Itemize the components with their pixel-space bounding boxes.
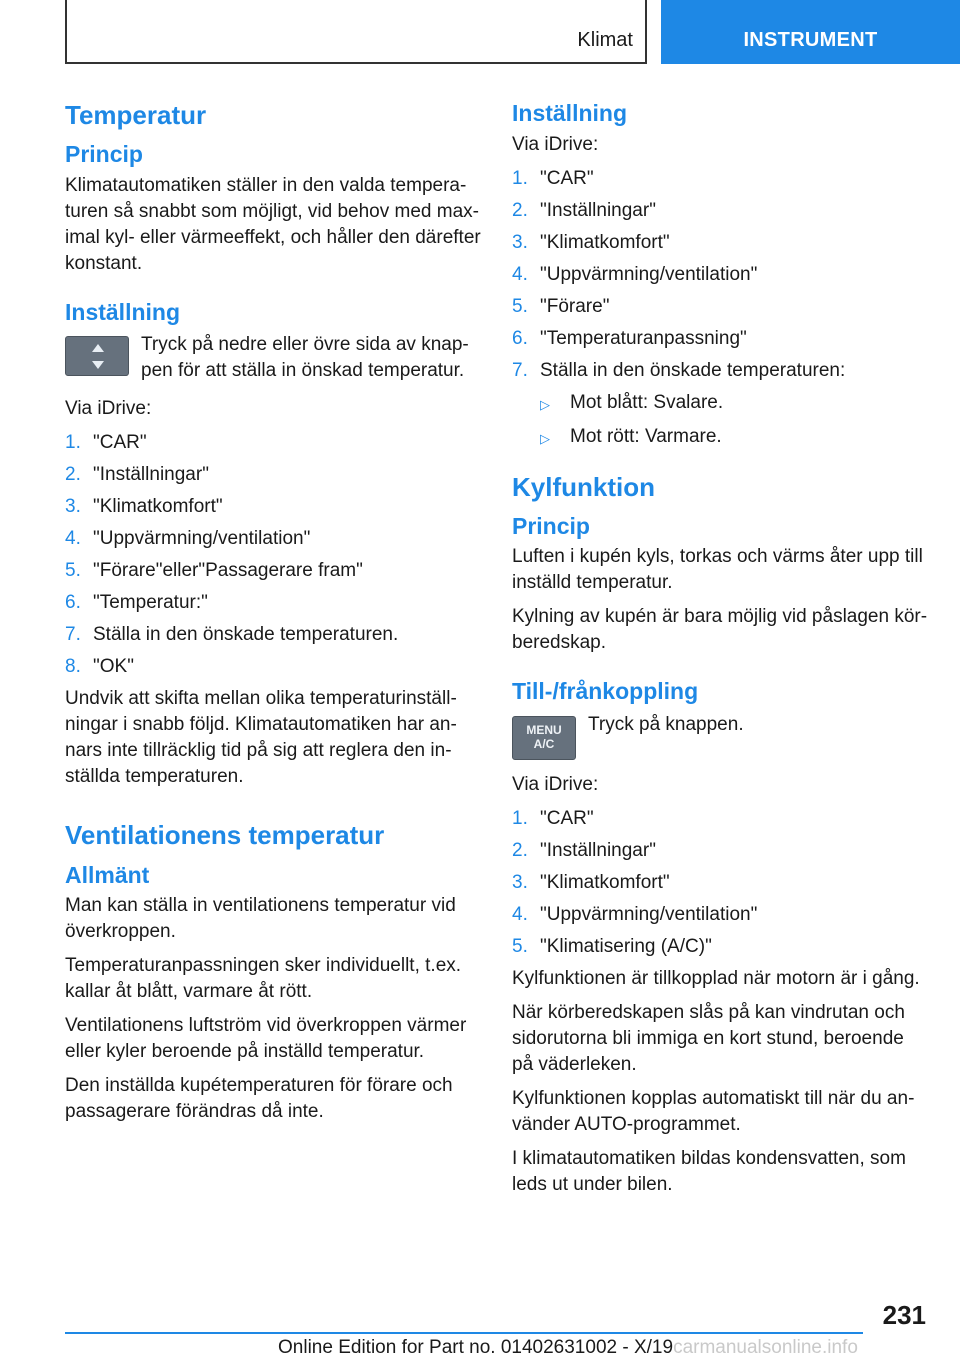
cooling-paragraph: I klimatautomatiken bildas kondensvatten, som leds ut under bilen.	[512, 1147, 906, 1195]
cooling-paragraph: När körberedskapen slås på kan vindrutan och sidorutorna bli immiga en kort stund, beroende på väderleken.	[512, 1001, 905, 1075]
triangle-bullet-icon: ▷	[540, 430, 550, 446]
temperature-direction-list	[540, 390, 930, 452]
left-column	[65, 100, 483, 1133]
arrow-up-icon	[92, 344, 104, 352]
general-paragraph: Man kan ställa in ventilationens temperatur vid överkroppen.	[65, 895, 456, 943]
temperature-heading: Temperatur	[65, 100, 207, 130]
setting-heading: Inställning	[512, 100, 627, 126]
header-chapter-tab	[661, 0, 960, 64]
press-button-text: Tryck på knappen.	[588, 713, 744, 735]
list-item: 3. "Klimatkomfort"	[512, 871, 670, 893]
list-item: ▷ Mot blått: Svalare.	[540, 390, 930, 418]
list-item: 2. "Inställningar"	[512, 839, 656, 861]
list-item: 3. "Klimatkomfort"	[512, 231, 670, 253]
up-down-button-icon	[65, 336, 129, 376]
principle-text: Klimatautomatiken ställer in den valda temperaturen så snabbt som möjligt, vid behov med maximal kyl- eller värmeeffekt, och håller den därefter konstant.	[65, 174, 481, 274]
general-paragraph: Temperaturanpassningen sker individuellt, t.ex. kallar åt blått, varmare åt rött.	[65, 955, 462, 1003]
section-title: Klimat	[577, 29, 633, 51]
page-number: 231	[882, 1300, 926, 1330]
list-item: 1. "CAR"	[512, 167, 594, 189]
header-section-box	[65, 0, 647, 64]
list-item: 2. "Inställningar"	[65, 464, 209, 486]
list-item: 7. Ställa in den önskade temperaturen:	[512, 359, 846, 381]
footer-edition: Online Edition for Part no. 01402631002 - X/19carmanualsonline.info	[278, 1337, 858, 1358]
switching-note: Undvik att skifta mellan olika temperaturinställningar i snabb följd. Klimatautomatiken har annars inte tillräcklig tid på sig att reglera den inställda temperaturen.	[65, 688, 457, 788]
list-item: 7. Ställa in den önskade temperaturen.	[65, 624, 399, 646]
triangle-bullet-icon: ▷	[540, 396, 550, 412]
footer-divider	[65, 1332, 863, 1334]
general-heading: Allmänt	[65, 861, 150, 888]
menu-ac-button-icon: MENU A/C	[512, 716, 576, 760]
list-item: 5. "Förare"	[512, 295, 610, 317]
cooling-function-heading: Kylfunktion	[512, 471, 655, 502]
principle-paragraph: Kylning av kupén är bara möjlig vid påslagen körberedskap.	[512, 606, 928, 654]
chapter-title: INSTRUMENT	[743, 29, 878, 51]
list-item: 6. "Temperaturanpassning"	[512, 327, 747, 349]
right-column	[512, 100, 930, 1206]
idrive-steps-list	[65, 430, 483, 680]
arrow-down-icon	[92, 361, 104, 369]
principle-heading: Princip	[65, 141, 143, 168]
menu-ac-button-row	[512, 712, 930, 760]
list-item: 5. "Klimatisering (A/C)"	[512, 935, 712, 957]
list-item: 6. "Temperatur:"	[65, 592, 208, 614]
general-paragraph: Ventilationens luftström vid överkroppen värmer eller kyler beroende på inställd temperatur.	[65, 1015, 467, 1063]
cooling-paragraph: Kylfunktionen är tillkopplad när motorn är i gång.	[512, 967, 920, 989]
list-item: ▷ Mot rött: Varmare.	[540, 424, 930, 452]
list-item: 3. "Klimatkomfort"	[65, 496, 223, 518]
list-item: 4. "Uppvärmning/ventilation"	[65, 528, 311, 550]
principle-paragraph: Luften i kupén kyls, torkas och värms åter upp till inställd temperatur.	[512, 546, 923, 594]
list-item: 4. "Uppvärmning/ventilation"	[512, 263, 758, 285]
setting-heading: Inställning	[65, 298, 180, 325]
via-idrive-label: Via iDrive:	[512, 133, 599, 155]
via-idrive-label: Via iDrive:	[512, 773, 599, 795]
list-item: 4. "Uppvärmning/ventilation"	[512, 903, 758, 925]
principle-heading: Princip	[512, 512, 590, 539]
list-item: 2. "Inställningar"	[512, 199, 656, 221]
via-idrive-label: Via iDrive:	[65, 398, 152, 420]
list-item: 5. "Förare"eller"Passagerare fram"	[65, 560, 363, 582]
on-off-heading: Till-/frånkoppling	[512, 678, 699, 705]
general-paragraph: Den inställda kupétemperaturen för förare och passagerare förändras då inte.	[65, 1075, 453, 1123]
list-item: 1. "CAR"	[65, 432, 147, 454]
cooling-paragraph: Kylfunktionen kopplas automatiskt till när du använder AUTO-programmet.	[512, 1087, 915, 1135]
idrive-steps-list	[512, 806, 930, 960]
button-instruction: Tryck på nedre eller övre sida av knappen för att ställa in önskad temperatur.	[141, 334, 469, 382]
footer-brand: carmanualsonline.info	[673, 1337, 858, 1358]
list-item: 1. "CAR"	[512, 807, 594, 829]
idrive-steps-list	[512, 166, 930, 384]
temperature-button-row	[65, 332, 483, 384]
list-item: 8. "OK"	[65, 656, 134, 678]
ventilation-temperature-heading: Ventilationens temperatur	[65, 820, 385, 851]
